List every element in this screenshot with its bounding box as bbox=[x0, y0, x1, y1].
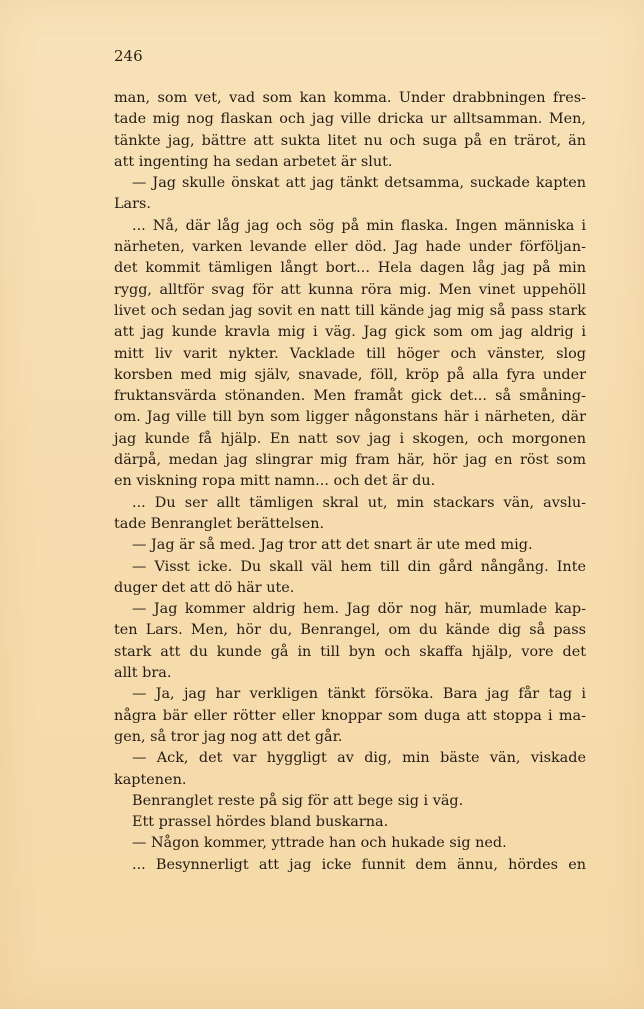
text-line: ... Nå, där låg jag och sög på min flaska. Ingen människa i bbox=[132, 217, 586, 234]
text-line: — Jag är så med. Jag tror att det snart är ute med mig. bbox=[132, 537, 533, 554]
text-line: — Ack, det var hyggligt av dig, min bäste vän, viskade bbox=[132, 750, 586, 767]
text-line: Lars. bbox=[114, 196, 151, 213]
text-line: det kommit tämligen långt bort... Hela dagen låg jag på min bbox=[114, 260, 586, 277]
text-line: om. Jag ville till byn som ligger någonstans här i närheten, där bbox=[114, 409, 586, 426]
text-line: tade Benranglet berättelsen. bbox=[114, 515, 325, 532]
text-line: tade mig nog flaskan och jag ville dricka ur alltsamman. Men, bbox=[114, 111, 586, 128]
body-text bbox=[114, 88, 586, 876]
text-line: att ingenting ha sedan arbetet är slut. bbox=[114, 153, 393, 170]
text-line: ten Lars. Men, hör du, Benrangel, om du kände dig så pass bbox=[114, 622, 586, 639]
text-line: — Jag kommer aldrig hem. Jag dör nog här, mumlade kap- bbox=[132, 601, 586, 618]
text-line: några bär eller rötter eller knoppar som duga att stoppa i ma- bbox=[114, 707, 586, 724]
text-line: ... Besynnerligt att jag icke funnit dem ännu, hördes en bbox=[132, 856, 586, 873]
text-line: kaptenen. bbox=[114, 771, 187, 788]
text-line: Ett prassel hördes bland buskarna. bbox=[132, 814, 389, 831]
text-line: korsben med mig själv, snavade, föll, kröp på alla fyra under bbox=[114, 366, 586, 383]
text-line: jag kunde få hjälp. En natt sov jag i skogen, och morgonen bbox=[114, 430, 586, 447]
text-line: duger det att dö här ute. bbox=[114, 579, 295, 596]
text-line: stark att du kunde gå in till byn och skaffa hjälp, vore det bbox=[114, 643, 586, 660]
text-line: Benranglet reste på sig för att bege sig i väg. bbox=[132, 792, 464, 809]
text-line: en viskning ropa mitt namn... och det är du. bbox=[114, 473, 436, 490]
text-line: mitt liv varit nykter. Vacklade till höger och vänster, slog bbox=[114, 345, 586, 362]
text-line: man, som vet, vad som kan komma. Under drabbningen fres- bbox=[114, 90, 586, 106]
text-line: — Jag skulle önskat att jag tänkt detsamma, suckade kapten bbox=[132, 175, 586, 192]
text-line: närheten, varken levande eller död. Jag hade under förföljan- bbox=[114, 239, 586, 256]
text-line: tänkte jag, bättre att sukta litet nu och suga på en trärot, än bbox=[114, 132, 586, 149]
text-line: därpå, medan jag slingrar mig fram här, hör jag en röst som bbox=[114, 452, 586, 469]
text-line: — Någon kommer, yttrade han och hukade sig ned. bbox=[132, 835, 507, 852]
text-line: allt bra. bbox=[114, 665, 172, 682]
text-line: fruktansvärda stönanden. Men framåt gick det... så småning- bbox=[114, 388, 586, 405]
text-line: — Ja, jag har verkligen tänkt försöka. Bara jag får tag i bbox=[132, 686, 586, 703]
page-number: 246 bbox=[114, 47, 143, 65]
text-line: gen, så tror jag nog att det går. bbox=[114, 728, 343, 745]
text-line: rygg, alltför svag för att kunna röra mig. Men vinet uppehöll bbox=[114, 281, 586, 298]
text-line: att jag kunde kravla mig i väg. Jag gick som om jag aldrig i bbox=[114, 324, 586, 341]
text-line: — Visst icke. Du skall väl hem till din gård nångång. Inte bbox=[132, 558, 586, 575]
text-line: livet och sedan jag sovit en natt till kände jag mig så pass stark bbox=[114, 302, 586, 319]
text-line: ... Du ser allt tämligen skral ut, min stackars vän, avslu- bbox=[132, 494, 586, 511]
